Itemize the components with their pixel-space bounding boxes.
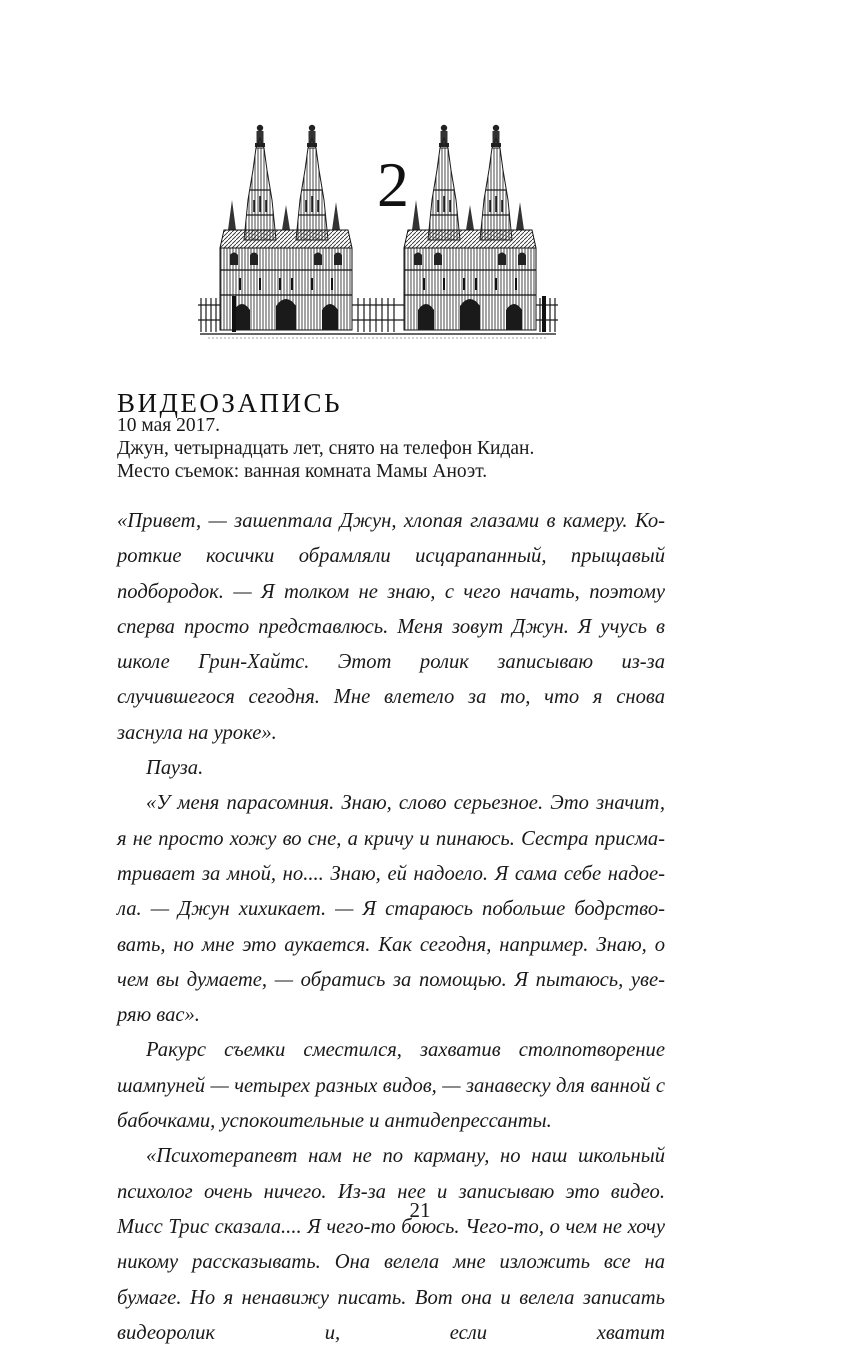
section-heading: ВИДЕОЗАПИСЬ [117, 388, 342, 418]
recording-subject: Джун, четырнадцать лет, снято на телефон Кидан. [117, 438, 535, 459]
recording-metadata [117, 414, 737, 483]
chapter-number: 2 [377, 149, 409, 220]
paragraph: Пауза. [146, 757, 204, 780]
paragraph: «У меня парасомния. Знаю, слово серьезное. Это значит, я не просто хожу во сне, а кричу и пинаюсь. Сестра присматривает за мной, но.... Знаю, ей надоело. Я сама себе надоела. — Джун хихикает. — Я стараюсь побольше бодрствовать, но мне это аукается. Как сегодня, например. Знаю, о чем вы думаете, — обратись за помощью. Я пытаюсь, уверяю вас». [117, 792, 665, 1027]
recording-date: 10 мая 2017. [117, 415, 220, 436]
paragraph: Ракурс съемки сместился, захватив столпотворение шампуней — четырех разных видов, — занавеску для ванной с бабочками, успокоительные и антидепрессанты. [117, 1039, 665, 1133]
paragraph: «Привет, — зашептала Джун, хлопая глазами в камеру. Короткие косички обрамляли исцарапанный, прыщавый подбородок. — Я толком не знаю, с чего начать, поэтому сперва просто представлюсь. Меня зовут Джун. Я учусь в школе Грин-Хайтс. Этот ролик записываю из-за случившегося сегодня. Мне влетело за то, что я снова заснула на уроке». [117, 510, 665, 744]
body-text [117, 504, 665, 1351]
page-number: 21 [409, 1198, 431, 1222]
recording-location: Место съемок: ванная комната Мамы Аноэт. [117, 461, 488, 482]
paragraph: «Психотерапевт нам не по карману, но наш школьный психолог очень ничего. Из-за нее и записываю это видео. Мисс Трис сказала.... Я чего-то боюсь. Чего-то, о чем не хочу никому рассказывать. Она велела мне изложить все на бумаге. Но я ненавижу писать. Вот она и велела записать видеоролик и, если хватит [117, 1145, 665, 1344]
